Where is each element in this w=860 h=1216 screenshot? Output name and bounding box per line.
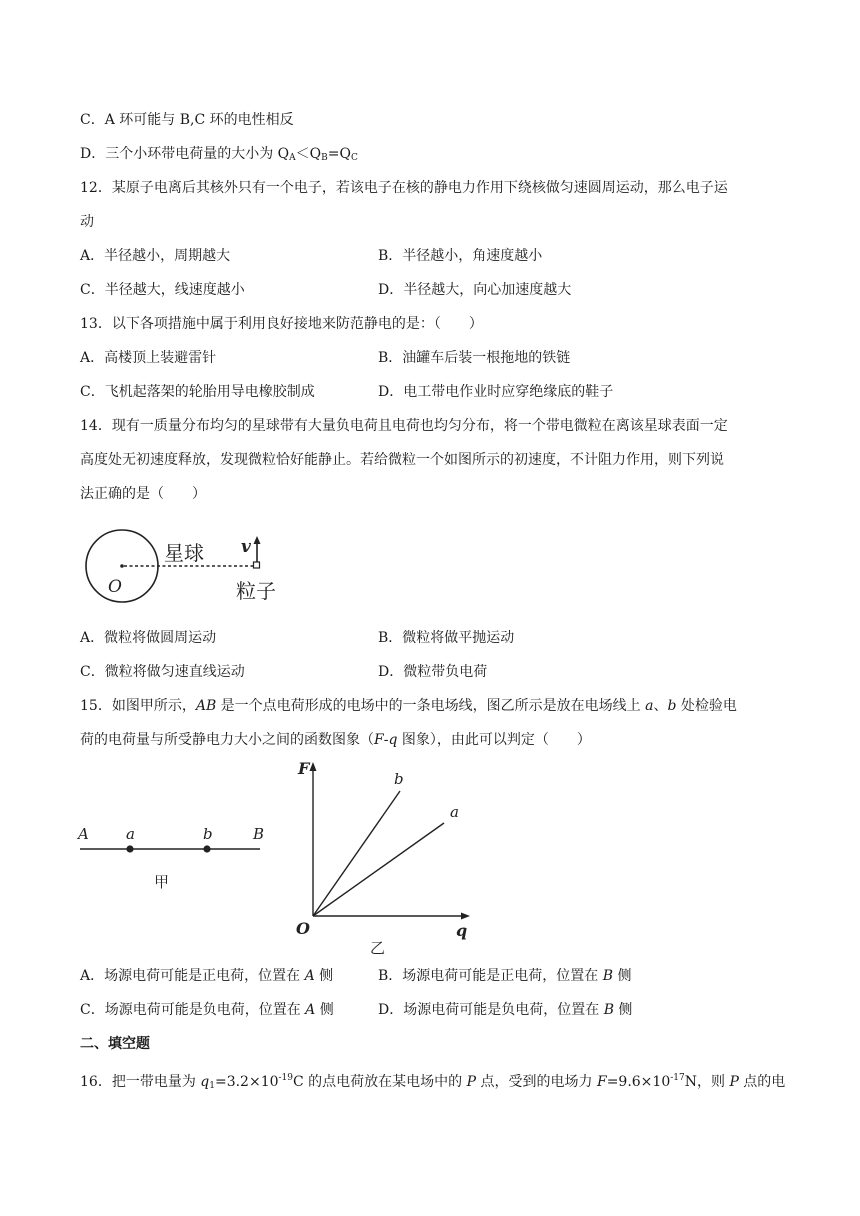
point-a-dot (126, 845, 133, 852)
q15-option-b: B．场源电荷可能是正电荷，位置在 B 侧 (378, 968, 632, 984)
planet-label: 星球 (164, 541, 204, 565)
section-title: 二、填空题 (80, 1036, 150, 1052)
q13-option-a: A．高楼顶上装避雷针 (80, 350, 217, 366)
particle-label: 粒子 (236, 579, 276, 603)
q12-stem-line1: 12．某原子电离后其核外只有一个电子，若该电子在核的静电力作用下绕核做匀速圆周运动，那么电子运 (80, 180, 728, 196)
q14-option-d: D．微粒带负电荷 (378, 664, 488, 680)
label-b: b (203, 825, 213, 843)
caption-yi: 乙 (370, 939, 386, 957)
q15-option-d: D．场源电荷可能是负电荷，位置在 B 侧 (378, 1002, 633, 1018)
q12-option-b: B．半径越小，角速度越小 (378, 248, 543, 264)
q15-stem-line1: 15．如图甲所示，AB 是一个点电荷形成的电场中的一条电场线，图乙所示是放在电场线上 a、b 处检验电 (80, 698, 737, 714)
point-b-dot (203, 845, 210, 852)
q12-option-c: C．半径越大，线速度越小 (80, 282, 245, 298)
line-a-label: a (450, 803, 459, 821)
q16-stem-line1: 16．把一带电量为 $q_1=3.2\times 10^{-19}C$ 的点电荷放在某电场中的 P 点，受到的电场力 $F=9.6\times 10^{-17}N$，则 P 点的电 (80, 1073, 786, 1091)
line-a (313, 823, 444, 916)
x-axis-arrowhead (461, 913, 470, 920)
y-axis-arrowhead (310, 762, 317, 771)
origin-label: O (296, 919, 310, 938)
q14-stem-line2: 高度处无初速度释放，发现微粒恰好能静止。若给微粒一个如图所示的初速度，不计阻力作用，则下列说 (80, 452, 724, 468)
q14-option-c: C．微粒将做匀速直线运动 (80, 664, 245, 680)
label-a: a (126, 825, 135, 843)
q14-planet-figure (80, 522, 300, 612)
velocity-arrowhead (254, 536, 261, 544)
line-b-label: b (394, 770, 404, 788)
planet-center-dot (120, 564, 124, 568)
label-A: A (78, 825, 89, 843)
q11-option-d: D．三个小环带电荷量的大小为 $Q_A<Q_B=Q_C$ (80, 146, 358, 163)
q13-option-b: B．油罐车后装一根拖地的铁链 (378, 350, 571, 366)
q12-option-d: D．半径越大，向心加速度越大 (378, 282, 572, 298)
line-b (313, 791, 400, 916)
q12-option-a: A．半径越小，周期越大 (80, 248, 231, 264)
q13-option-c: C．飞机起落架的轮胎用导电橡胶制成 (80, 384, 315, 400)
x-axis-label: q (456, 921, 468, 940)
q15-stem-line2: 荷的电荷量与所受静电力大小之间的函数图象（F-q 图象），由此可以判定（ ） (80, 732, 591, 748)
q15-option-a: A．场源电荷可能是正电荷，位置在 A 侧 (80, 968, 334, 984)
q14-stem-line1: 14．现有一质量分布均匀的星球带有大量负电荷且电荷也均匀分布，将一个带电微粒在离该星球表面一定 (80, 418, 728, 434)
y-axis-label: F (298, 759, 310, 778)
q13-stem: 13．以下各项措施中属于利用良好接地来防范静电的是：（ ） (80, 316, 483, 332)
caption-jia: 甲 (154, 873, 170, 891)
q15-option-c: C．场源电荷可能是负电荷，位置在 A 侧 (80, 1002, 334, 1018)
velocity-label: v (241, 537, 251, 557)
q12-stem-line2: 动 (80, 214, 94, 230)
q15-fq-graph (292, 756, 482, 956)
q15-field-line-figure (76, 822, 276, 892)
q14-option-a: A．微粒将做圆周运动 (80, 630, 217, 646)
q14-option-b: B．微粒将做平抛运动 (378, 630, 515, 646)
center-label: O (108, 577, 122, 597)
particle-square (254, 562, 260, 568)
q13-option-d: D．电工带电作业时应穿绝缘底的鞋子 (378, 384, 614, 400)
q11-option-c: C．A 环可能与 B,C 环的电性相反 (80, 112, 294, 128)
label-B: B (253, 825, 265, 843)
q14-stem-line3: 法正确的是（ ） (80, 486, 206, 502)
